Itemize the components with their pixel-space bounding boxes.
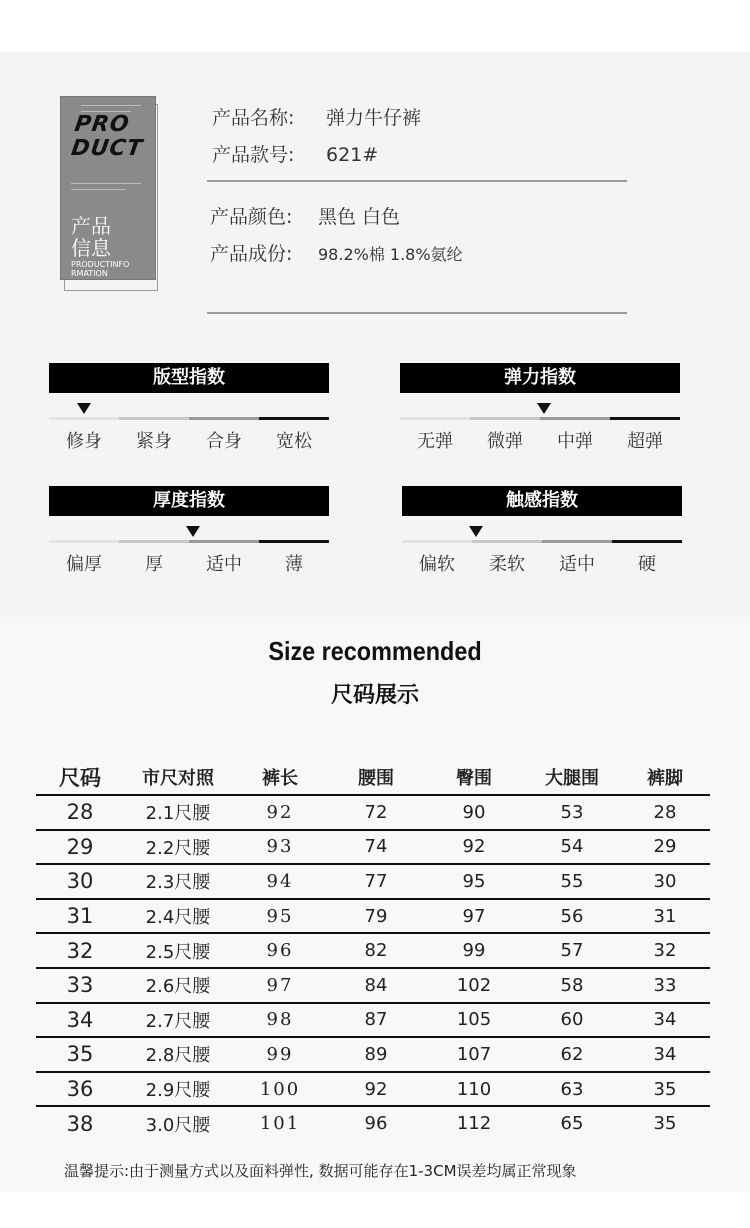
badge-logo-line1: PRO (73, 112, 132, 137)
badge-deco-line (81, 105, 141, 106)
table-cell: 2.3尺腰 (124, 864, 232, 899)
table-cell: 65 (560, 1113, 584, 1135)
table-cell: 31 (36, 899, 124, 934)
table-cell: 93 (232, 830, 328, 865)
table-cell: 34 (620, 1003, 710, 1038)
table-cell: 30 (36, 864, 124, 899)
table-cell: 29 (620, 830, 710, 865)
table-cell: 2.6尺腰 (124, 968, 232, 1003)
touch-index-bar (402, 540, 682, 543)
table-row (36, 1106, 710, 1140)
index-label: 微弹 (487, 431, 523, 452)
product-name-label: 产品名称: (212, 107, 295, 129)
product-name-value: 弹力牛仔裤 (326, 107, 422, 129)
table-cell: 95 (424, 864, 524, 899)
table-cell: 54 (524, 830, 620, 865)
header-length: 裤长 (232, 760, 328, 795)
table-cell: 96 (232, 933, 328, 968)
product-model-label: 产品款号: (212, 144, 295, 166)
table-cell: 38 (66, 1111, 94, 1136)
product-color-value: 黑色 白色 (318, 206, 401, 228)
size-title-en: Size recommended (268, 636, 482, 666)
table-cell: 63 (524, 1072, 620, 1107)
badge-cn-line2: 信息 (71, 236, 111, 260)
touch-index-labels (402, 550, 682, 576)
stretch-index (400, 363, 680, 463)
badge-deco-line (71, 183, 141, 184)
fit-index-title: 版型指数 (49, 363, 329, 393)
product-color-label: 产品颜色: (210, 206, 293, 228)
table-cell: 105 (424, 1003, 524, 1038)
index-label: 宽松 (276, 431, 312, 452)
index-label: 中弹 (557, 431, 593, 452)
table-cell: 2.5尺腰 (124, 933, 232, 968)
badge-cn-title (71, 215, 111, 259)
table-cell: 2.9尺腰 (124, 1072, 232, 1107)
table-row (36, 830, 710, 865)
header-thigh: 大腿围 (524, 760, 620, 795)
table-cell: 110 (424, 1072, 524, 1107)
measurement-tip: 温馨提示:由于测量方式以及面料弹性, 数据可能存在1-3CM误差均属正常现象 (64, 1162, 577, 1180)
table-cell: 94 (232, 864, 328, 899)
fit-index-marker (77, 403, 91, 414)
table-cell: 28 (36, 795, 124, 830)
info-divider (207, 312, 627, 314)
table-cell: 92 (232, 795, 328, 830)
badge-logo (70, 113, 157, 161)
thickness-index-title: 厚度指数 (49, 486, 329, 516)
table-row (36, 1072, 710, 1107)
table-cell: 33 (620, 968, 710, 1003)
fit-index (49, 363, 329, 463)
table-cell: 102 (424, 968, 524, 1003)
badge-cn-line1: 产品 (71, 214, 111, 238)
table-cell: 90 (424, 795, 524, 830)
table-cell: 89 (328, 1037, 424, 1072)
table-cell: 35 (620, 1072, 710, 1107)
size-table (36, 760, 710, 1140)
table-cell: 3.0尺腰 (145, 1114, 211, 1136)
size-table-header (36, 760, 710, 795)
touch-index-marker (469, 526, 483, 537)
table-cell: 99 (424, 933, 524, 968)
fit-index-labels (49, 427, 329, 453)
table-cell: 98 (232, 1003, 328, 1038)
table-cell: 31 (620, 899, 710, 934)
stretch-index-labels (400, 427, 680, 453)
table-cell: 36 (36, 1072, 124, 1107)
header-hip: 臀围 (424, 760, 524, 795)
table-cell: 99 (232, 1037, 328, 1072)
index-label: 适中 (559, 554, 595, 575)
index-label: 无弹 (417, 431, 453, 452)
table-cell: 74 (328, 830, 424, 865)
index-label: 超弹 (627, 431, 663, 452)
table-cell: 34 (620, 1037, 710, 1072)
header-chinese-size: 市尺对照 (124, 760, 232, 795)
index-label: 薄 (285, 554, 303, 575)
product-composition-label: 产品成份: (210, 243, 293, 265)
product-model-value: 621# (326, 144, 379, 166)
table-cell: 34 (36, 1003, 124, 1038)
table-row (36, 1003, 710, 1038)
table-row (36, 1037, 710, 1072)
table-cell: 32 (620, 933, 710, 968)
index-label: 合身 (206, 431, 242, 452)
stretch-index-title: 弹力指数 (400, 363, 680, 393)
table-cell: 58 (524, 968, 620, 1003)
product-color-row (210, 202, 400, 229)
table-cell: 107 (424, 1037, 524, 1072)
table-cell: 97 (424, 899, 524, 934)
badge-en-line1: PRODUCTINFO (71, 260, 130, 269)
table-cell: 55 (524, 864, 620, 899)
table-cell: 96 (364, 1113, 388, 1135)
table-row (36, 899, 710, 934)
table-cell: 35 (653, 1113, 677, 1135)
stretch-index-marker (537, 403, 551, 414)
table-cell: 56 (524, 899, 620, 934)
table-cell: 72 (328, 795, 424, 830)
table-cell: 2.4尺腰 (124, 899, 232, 934)
product-badge (60, 92, 170, 302)
table-cell: 33 (36, 968, 124, 1003)
table-cell: 53 (524, 795, 620, 830)
table-cell: 77 (328, 864, 424, 899)
index-label: 柔软 (489, 554, 525, 575)
table-row (36, 864, 710, 899)
stretch-index-bar (400, 417, 680, 420)
thickness-index-marker (186, 526, 200, 537)
thickness-index-labels (49, 550, 329, 576)
table-cell: 95 (232, 899, 328, 934)
header-hem: 裤脚 (620, 760, 710, 795)
table-cell: 2.1尺腰 (124, 795, 232, 830)
table-cell: 57 (524, 933, 620, 968)
info-divider (207, 180, 627, 182)
table-cell: 30 (620, 864, 710, 899)
badge-en-line2: RMATION (71, 269, 108, 278)
table-cell: 2.7尺腰 (124, 1003, 232, 1038)
table-cell: 32 (36, 933, 124, 968)
table-cell: 97 (232, 968, 328, 1003)
table-cell: 101 (259, 1113, 301, 1135)
table-cell: 100 (232, 1072, 328, 1107)
table-row (36, 795, 710, 830)
size-table-body (36, 795, 710, 1140)
badge-card (60, 96, 156, 280)
table-cell: 87 (328, 1003, 424, 1038)
header-size: 尺码 (36, 760, 124, 795)
product-composition-value: 98.2%棉 1.8%氨纶 (318, 245, 463, 264)
index-label: 硬 (638, 554, 656, 575)
index-label: 紧身 (136, 431, 172, 452)
touch-index (402, 486, 682, 586)
product-model-row (212, 140, 378, 167)
index-label: 偏厚 (66, 554, 102, 575)
product-name-row (212, 103, 421, 130)
table-cell: 92 (424, 830, 524, 865)
product-composition-row (210, 239, 463, 266)
touch-index-title: 触感指数 (402, 486, 682, 516)
table-cell: 92 (328, 1072, 424, 1107)
badge-logo-line2: DUCT (69, 136, 145, 161)
table-cell: 62 (524, 1037, 620, 1072)
table-cell: 79 (328, 899, 424, 934)
table-cell: 2.2尺腰 (124, 830, 232, 865)
table-cell: 2.8尺腰 (124, 1037, 232, 1072)
index-label: 适中 (206, 554, 242, 575)
index-label: 偏软 (419, 554, 455, 575)
thickness-index (49, 486, 329, 586)
badge-deco-line (71, 189, 126, 190)
table-row (36, 933, 710, 968)
thickness-index-bar (49, 540, 329, 543)
badge-en-title (71, 260, 129, 278)
table-cell: 82 (328, 933, 424, 968)
fit-index-bar (49, 417, 329, 420)
header-waist: 腰围 (328, 760, 424, 795)
table-cell: 28 (620, 795, 710, 830)
table-cell: 84 (328, 968, 424, 1003)
table-cell: 60 (524, 1003, 620, 1038)
table-row (36, 968, 710, 1003)
index-label: 厚 (145, 554, 163, 575)
table-cell: 29 (36, 830, 124, 865)
table-cell: 35 (36, 1037, 124, 1072)
table-cell: 112 (456, 1113, 492, 1135)
size-title-cn: 尺码展示 (330, 683, 419, 708)
index-label: 修身 (66, 431, 102, 452)
